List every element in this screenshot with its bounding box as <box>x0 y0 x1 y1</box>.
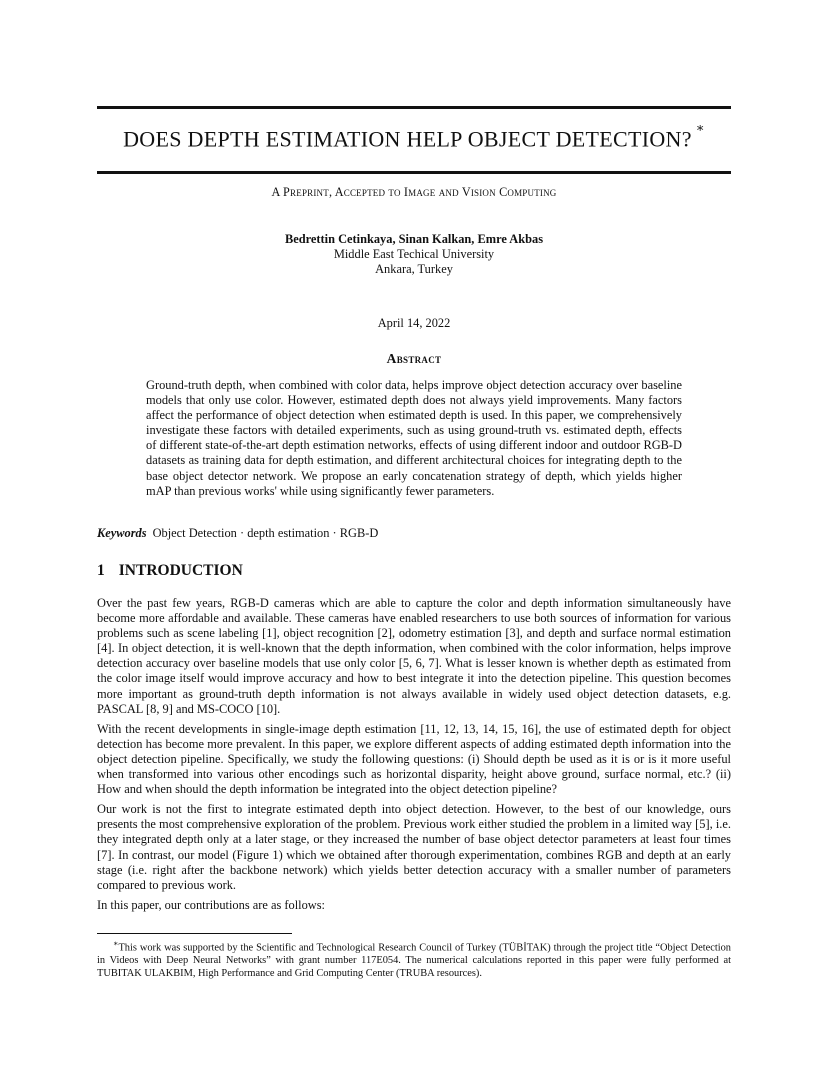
abstract-text: Ground-truth depth, when combined with color data, helps improve object detection accuracy over baseline models that only use color. However, estimated depth does not always yield improvements. Many factors affect the performance of object detection when estimated depth is used. In this paper, we comprehensively investigate these factors with detailed experiments, such as using ground-truth vs. estimated depth, effects of different state-of-the-art depth estimation networks, effects of using different indoor and outdoor RGB-D datasets as training data for depth estimation, and different architectural choices for integrating depth to the base object detector network. We propose an early concatenation strategy of depth, which yields higher mAP than previous works' while using significantly fewer parameters. <box>146 378 682 498</box>
author-affiliation: Middle East Techical University <box>333 247 495 261</box>
footnote-mark: ∗ <box>113 939 119 948</box>
keywords-line <box>97 526 731 541</box>
paper-subtitle: A Preprint, Accepted to Image and Vision Computing <box>271 185 557 199</box>
body-text <box>97 596 731 918</box>
abstract-heading: Abstract <box>386 351 442 366</box>
keywords-label: Keywords <box>97 526 147 540</box>
paper-date: April 14, 2022 <box>377 316 451 330</box>
body-paragraph: Over the past few years, RGB-D cameras which are able to capture the color and depth information simultaneously have become more affordable and available. These cameras have enabled researchers to use both sources of information for various problems such as scene labeling [1], object recognition [2], odometry estimation [3], and depth and surface normal estimation [4]. In object detection, it is well-known that the depth information, when combined with the color information, helps improve detection accuracy over baseline models that use only color [5, 6, 7]. What is lesser known is whether depth as estimated from the color image itself would improve accuracy and how to best integrate it into the detection pipeline. This question becomes more important as ground-truth depth information is not always available in widely used object detection datasets, e.g. PASCAL [8, 9] and MS-COCO [10]. <box>97 596 731 716</box>
section-title: INTRODUCTION <box>118 562 243 579</box>
body-paragraph: Our work is not the first to integrate estimated depth into object detection. However, to the best of our knowledge, ours presents the most comprehensive exploration of the problem. Previous work either studied the problem in a limited way [5], i.e. they integrated depth only at a later stage, or they increased the number of base object detector parameters at least four times [7]. In contrast, our model (Figure 1) which we obtained after thorough experimentation, combines RGB and depth at an early stage (i.e. right after the backbone network) which yields better detection accuracy with a smaller number of parameters compared to previous work. <box>97 802 731 892</box>
keywords-text: Object Detection · depth estimation · RGB-D <box>152 526 379 540</box>
title-rule-top <box>97 106 731 109</box>
section-heading <box>97 562 731 580</box>
paper-title <box>97 120 731 152</box>
author-location: Ankara, Turkey <box>375 262 453 276</box>
footnote-text: This work was supported by the Scientific and Technological Research Council of Turkey (TÜBİTAK) through the project title “Object Detection in Videos with Deep Neural Networks” with grant number 117E054. The numerical calculations reported in this paper were fully performed at TUBITAK ULAKBIM, High Performance and Grid Computing Center (TRUBA resources). <box>97 942 731 979</box>
title-text: OES DEPTH ESTIMATION HELP OBJECT DETECTION? <box>139 126 692 152</box>
footnote-rule <box>97 933 292 934</box>
author-names: Bedrettin Cetinkaya, Sinan Kalkan, Emre Akbas <box>284 232 544 246</box>
title-rule-bottom <box>97 171 731 174</box>
title-initial: D <box>123 126 140 152</box>
footnote <box>97 938 731 980</box>
section-number: 1 <box>97 562 105 579</box>
body-paragraph: In this paper, our contributions are as follows: <box>97 897 325 912</box>
author-block <box>97 232 731 277</box>
body-paragraph: With the recent developments in single-image depth estimation [11, 12, 13, 14, 15, 16], the use of estimated depth for object detection has become more prevalent. In this paper, we explore different aspects of adding estimated depth information into the object detection pipeline. Specifically, we study the following questions: (i) Should depth be used as it is or is it more useful when transformed into various other encodings such as horizontal disparity, height above ground, surface normal, etc.? (ii) How and when should the depth information be integrated into the object detection pipeline? <box>97 721 731 797</box>
title-footnote-mark: ∗ <box>695 120 705 135</box>
